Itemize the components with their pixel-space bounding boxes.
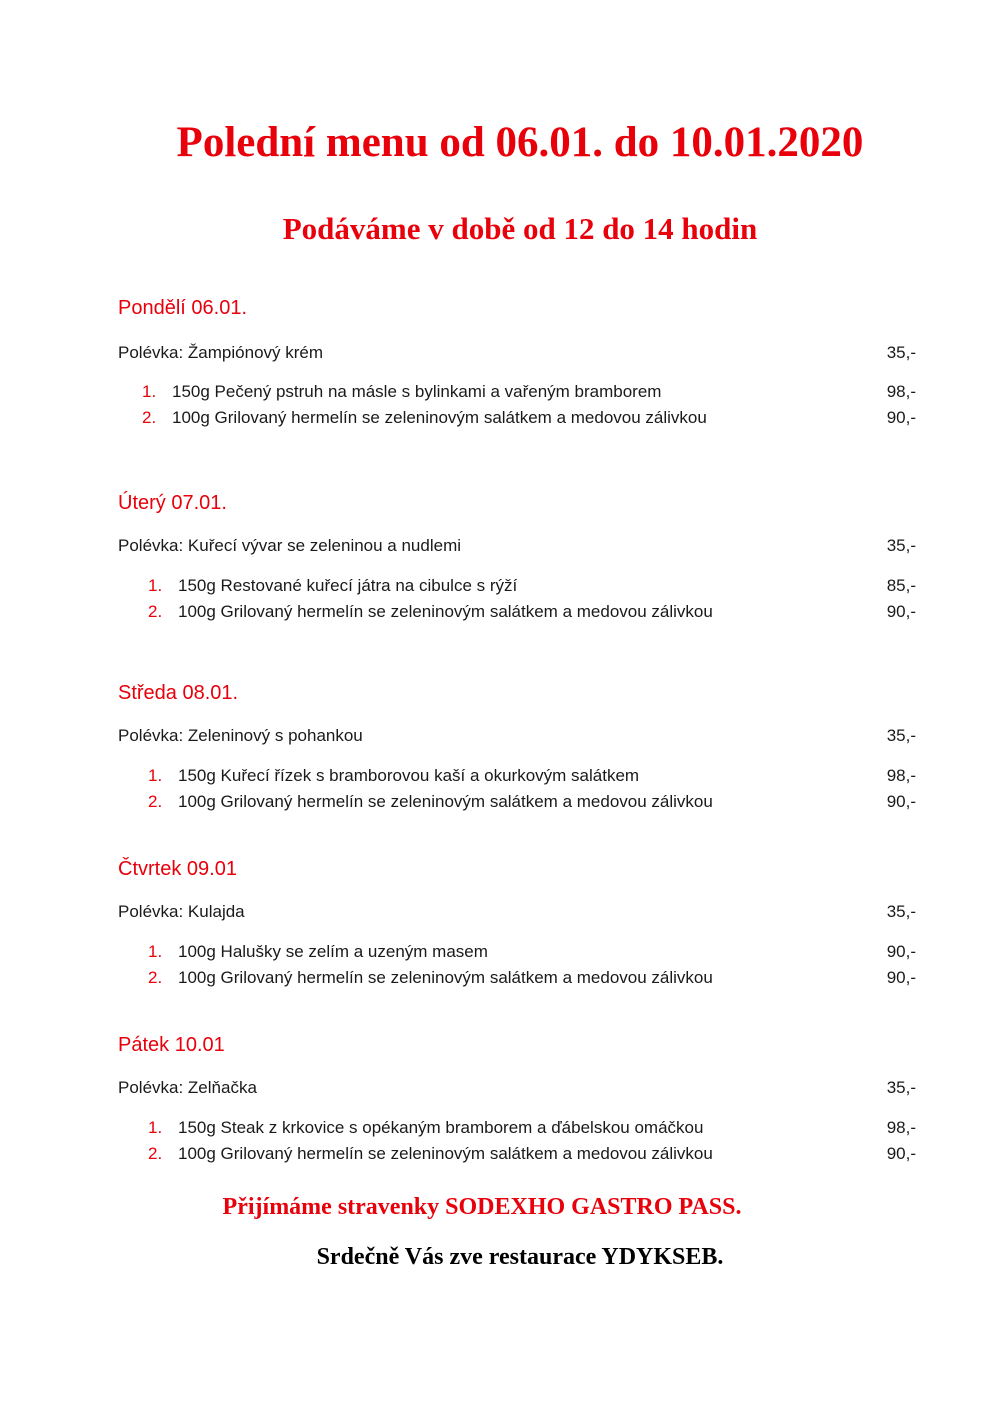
day-name: Středa 08.01.	[118, 682, 239, 704]
day-name: Úterý 07.01.	[118, 492, 227, 514]
soup-label: Polévka: Žampiónový krém	[118, 343, 324, 362]
soup-price: 35,-	[886, 902, 916, 921]
menu-item	[118, 382, 916, 406]
item-price: 85,-	[886, 576, 916, 595]
item-text: 150g Kuřecí řízek s bramborovou kaší a okurkovým salátkem	[178, 766, 640, 785]
item-number: 2.	[148, 792, 163, 811]
soup-label: Polévka: Kuřecí vývar se zeleninou a nudlemi	[118, 536, 462, 555]
item-number: 1.	[148, 1118, 163, 1137]
item-price: 90,-	[886, 968, 916, 987]
soup-label: Polévka: Zelňačka	[118, 1078, 257, 1097]
item-text: 150g Pečený pstruh na másle s bylinkami a vařeným bramborem	[172, 382, 662, 401]
page-title: Polední menu od 06.01. do 10.01.2020	[176, 119, 864, 166]
soup-row	[118, 1078, 916, 1102]
item-price: 90,-	[886, 792, 916, 811]
menu-item	[118, 1118, 916, 1142]
soup-price: 35,-	[886, 536, 916, 555]
menu-item	[118, 792, 916, 816]
item-number: 2.	[142, 408, 157, 427]
soup-row	[118, 902, 916, 926]
vouchers-note: Přijímáme stravenky SODEXHO GASTRO PASS.	[222, 1194, 742, 1220]
item-price: 98,-	[886, 1118, 916, 1137]
day-name: Pátek 10.01	[118, 1034, 225, 1056]
menu-item	[118, 408, 916, 432]
invitation-note: Srdečně Vás zve restaurace YDYKSEB.	[316, 1244, 724, 1270]
item-text: 100g Grilovaný hermelín se zeleninovým salátkem a medovou zálivkou	[172, 408, 707, 427]
serving-hours: Podáváme v době od 12 do 14 hodin	[282, 211, 758, 246]
soup-price: 35,-	[886, 726, 916, 745]
day-name: Čtvrtek 09.01	[118, 858, 237, 880]
soup-row	[118, 536, 916, 560]
item-number: 2.	[148, 968, 163, 987]
item-price: 98,-	[886, 382, 916, 401]
soup-row	[118, 343, 916, 367]
menu-item	[118, 1144, 916, 1168]
soup-price: 35,-	[886, 1078, 916, 1097]
item-text: 100g Grilovaný hermelín se zeleninovým salátkem a medovou zálivkou	[178, 1144, 713, 1163]
soup-label: Polévka: Zeleninový s pohankou	[118, 726, 363, 745]
item-price: 90,-	[886, 942, 916, 961]
item-price: 90,-	[886, 602, 916, 621]
day-name: Pondělí 06.01.	[118, 297, 247, 319]
item-number: 1.	[142, 382, 157, 401]
item-text: 150g Restované kuřecí játra na cibulce s rýží	[178, 576, 518, 595]
item-text: 150g Steak z krkovice s opékaným bramborem a ďábelskou omáčkou	[178, 1118, 704, 1137]
soup-label: Polévka: Kulajda	[118, 902, 245, 921]
item-text: 100g Grilovaný hermelín se zeleninovým salátkem a medovou zálivkou	[178, 968, 713, 987]
item-price: 90,-	[886, 1144, 916, 1163]
item-price: 90,-	[886, 408, 916, 427]
item-number: 2.	[148, 1144, 163, 1163]
menu-item	[118, 602, 916, 626]
item-number: 1.	[148, 942, 163, 961]
item-price: 98,-	[886, 766, 916, 785]
item-text: 100g Grilovaný hermelín se zeleninovým salátkem a medovou zálivkou	[178, 602, 713, 621]
item-number: 2.	[148, 602, 163, 621]
menu-item	[118, 766, 916, 790]
soup-row	[118, 726, 916, 750]
item-number: 1.	[148, 576, 163, 595]
item-text: 100g Grilovaný hermelín se zeleninovým salátkem a medovou zálivkou	[178, 792, 713, 811]
menu-item	[118, 968, 916, 992]
item-text: 100g Halušky se zelím a uzeným masem	[178, 942, 488, 961]
menu-item	[118, 942, 916, 966]
soup-price: 35,-	[886, 343, 916, 362]
item-number: 1.	[148, 766, 163, 785]
menu-item	[118, 576, 916, 600]
